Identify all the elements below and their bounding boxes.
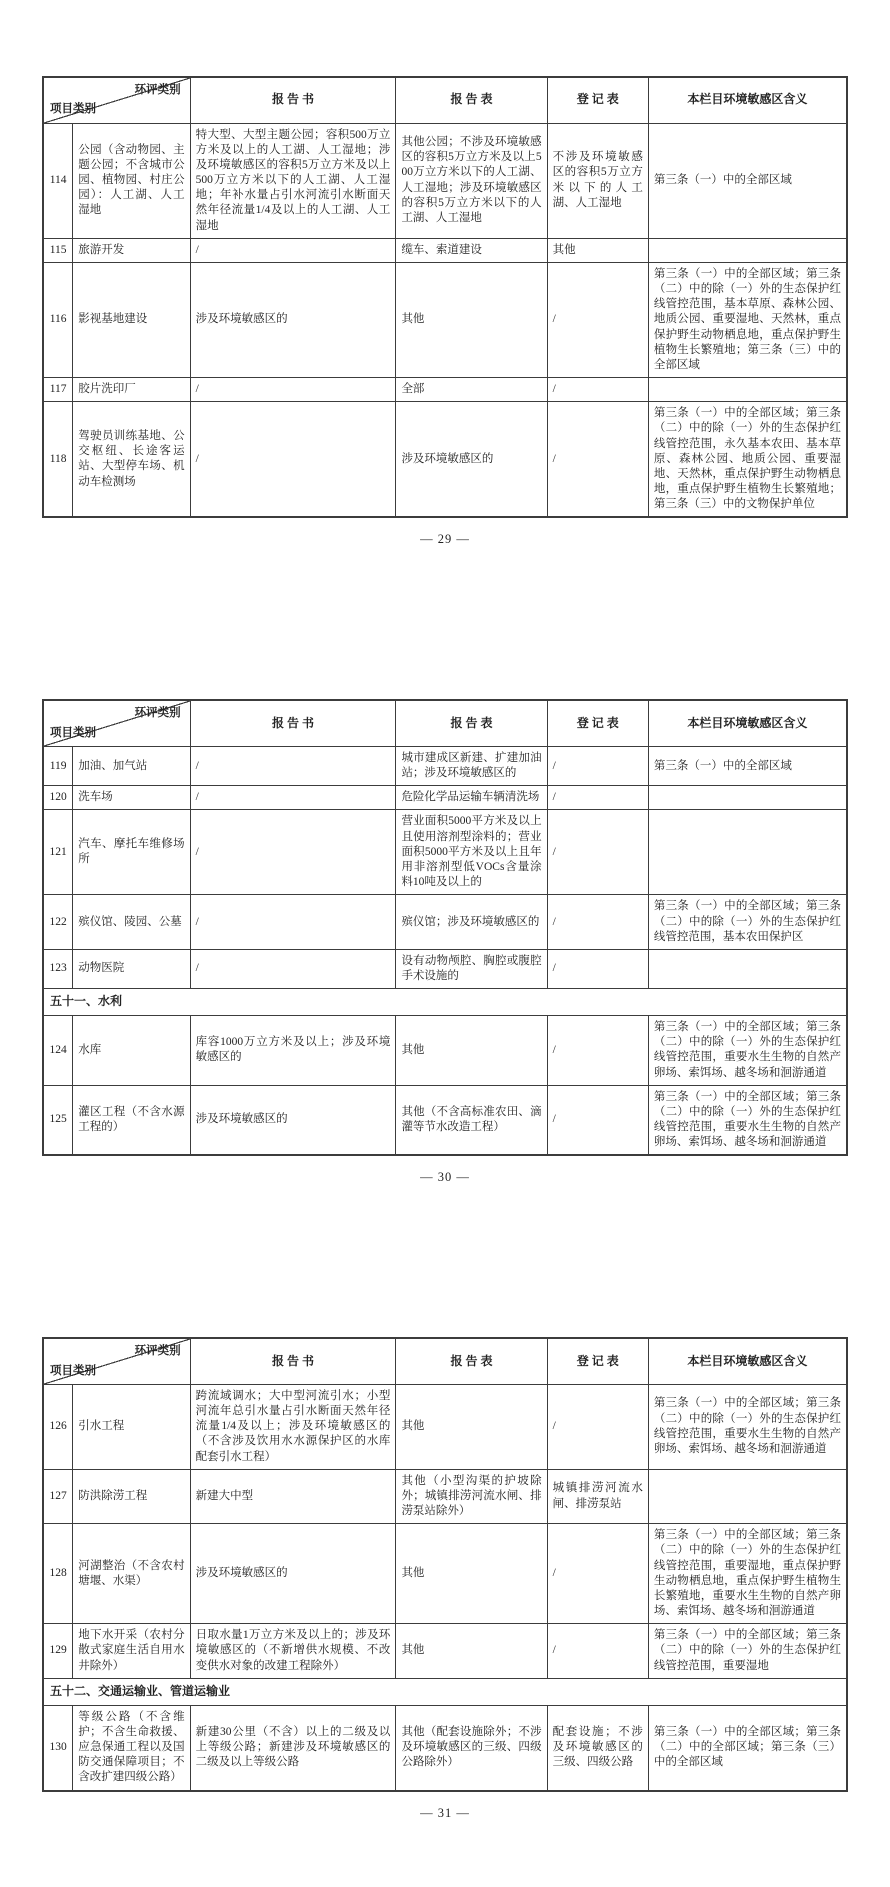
cell-report-form: 危险化学品运输车辆清洗场	[396, 786, 547, 810]
header-eia-category-label: 环评类别	[134, 1345, 181, 1358]
cell-register-form: /	[547, 895, 648, 950]
industry-section-row	[43, 1678, 847, 1705]
cell-project-category: 公园（含动物园、主题公园；不含城市公园、植物园、村庄公园）：人工湖、人工湿地	[73, 123, 190, 238]
cell-report-book: 特大型、大型主题公园；容积500万立方米及以上的人工湖、人工湿地；涉及环境敏感区的容积5万立方米及以上500万立方米以下的人工湖、人工湿地；年补水量占引水河流引水断面天然年径流量1/4及以上的人工湖、人工湿地	[190, 123, 396, 238]
cell-sensitive-meaning: 第三条（一）中的全部区域；第三条（二）中的除（一）外的生态保护红线管控范围，重要湿地	[648, 1624, 847, 1679]
table-header-row	[43, 77, 847, 123]
cell-item-number: 125	[43, 1085, 73, 1155]
cell-report-form: 涉及环境敏感区的	[396, 402, 547, 518]
cell-report-book: /	[190, 949, 396, 988]
cell-project-category: 加油、加气站	[73, 746, 190, 785]
cell-item-number: 124	[43, 1016, 73, 1086]
cell-sensitive-meaning: 第三条（一）中的全部区域；第三条（二）中的除（一）外的生态保护红线管控范围，基本草原、森林公园、地质公园、重要湿地、天然林，重点保护野生动物栖息地，重点保护野生植物生长繁殖地；第三条（三）中的全部区域	[648, 262, 847, 377]
table-row	[43, 1705, 847, 1790]
header-eia-category-label: 环评类别	[134, 84, 181, 96]
cell-item-number: 123	[43, 949, 73, 988]
cell-report-book: 跨流域调水；大中型河流引水；小型河流年总引水量占引水断面天然年径流量1/4及以上；涉及环境敏感区的（不含涉及饮用水水源保护区的水库配套引水工程）	[190, 1384, 396, 1469]
cell-report-book: 库容1000万立方米及以上；涉及环境敏感区的	[190, 1016, 396, 1086]
cell-register-form: /	[547, 1085, 648, 1155]
cell-register-form: /	[547, 1384, 648, 1469]
cell-report-form: 全部	[396, 378, 547, 402]
table-row	[43, 1085, 847, 1155]
header-register-form: 登 记 表	[547, 1338, 648, 1384]
cell-report-book: 日取水量1万立方米及以上的；涉及环境敏感区的（不新增供水规模、不改变供水对象的改建工程除外）	[190, 1624, 396, 1679]
cell-register-form: 不涉及环境敏感区的容积5万立方米以下的人工湖、人工湿地	[547, 123, 648, 238]
header-project-category-label: 项目类别	[50, 103, 96, 116]
header-sensitive-meaning: 本栏目环境敏感区含义	[648, 700, 847, 746]
header-project-category-label: 项目类别	[50, 1364, 96, 1377]
eia-classification-table	[42, 699, 848, 1156]
table-row	[43, 949, 847, 988]
cell-report-form: 其他公园；不涉及环境敏感区的容积5万立方米及以上500万立方米以下的人工湖、人工湿地；涉及环境敏感区的容积5万立方米以下的人工湖、人工湿地	[396, 123, 547, 238]
cell-report-form: 殡仪馆；涉及环境敏感区的	[396, 895, 547, 950]
cell-report-form: 其他	[396, 262, 547, 377]
cell-report-form: 其他	[396, 1524, 547, 1624]
cell-report-book: 涉及环境敏感区的	[190, 262, 396, 377]
cell-sensitive-meaning	[648, 786, 847, 810]
cell-report-form: 其他	[396, 1016, 547, 1086]
header-sensitive-meaning: 本栏目环境敏感区含义	[648, 77, 847, 123]
cell-register-form: /	[547, 1524, 648, 1624]
header-report-form: 报 告 表	[396, 700, 547, 746]
table-row	[43, 123, 847, 238]
header-register-form: 登 记 表	[547, 700, 648, 746]
cell-report-book: 新建30公里（不含）以上的二级及以上等级公路；新建涉及环境敏感区的二级及以上等级公路	[190, 1705, 396, 1790]
cell-register-form: 其他	[547, 238, 648, 262]
cell-project-category: 洗车场	[73, 786, 190, 810]
header-project-category-label: 项目类别	[50, 726, 96, 739]
cell-report-book: /	[190, 895, 396, 950]
header-report-book: 报 告 书	[190, 1338, 396, 1384]
cell-item-number: 116	[43, 262, 73, 377]
cell-report-book: /	[190, 786, 396, 810]
header-register-form: 登 记 表	[547, 77, 648, 123]
header-diagonal-cell	[43, 1338, 190, 1384]
cell-sensitive-meaning: 第三条（一）中的全部区域；第三条（二）中的除（一）外的生态保护红线管控范围，重要水生生物的自然产卵场、索饵场、越冬场和洄游通道	[648, 1384, 847, 1469]
cell-sensitive-meaning: 第三条（一）中的全部区域；第三条（二）中的全部区域；第三条（三）中的全部区域	[648, 1705, 847, 1790]
cell-sensitive-meaning	[648, 378, 847, 402]
cell-project-category: 殡仪馆、陵园、公墓	[73, 895, 190, 950]
cell-item-number: 114	[43, 123, 73, 238]
cell-register-form: /	[547, 786, 648, 810]
header-eia-category-label: 环评类别	[134, 707, 181, 720]
cell-register-form: /	[547, 262, 648, 377]
table-row	[43, 786, 847, 810]
cell-item-number: 119	[43, 746, 73, 785]
cell-item-number: 115	[43, 238, 73, 262]
cell-report-book: /	[190, 810, 396, 895]
page-number: — 31 —	[420, 1805, 470, 1820]
header-report-book: 报 告 书	[190, 700, 396, 746]
table-row	[43, 378, 847, 402]
cell-item-number: 128	[43, 1524, 73, 1624]
table-row	[43, 1469, 847, 1524]
header-diagonal-cell	[43, 77, 190, 123]
table-row	[43, 1384, 847, 1469]
cell-sensitive-meaning: 第三条（一）中的全部区域；第三条（二）中的除（一）外的生态保护红线管控范围，重要水生生物的自然产卵场、索饵场、越冬场和洄游通道	[648, 1016, 847, 1086]
cell-project-category: 汽车、摩托车维修场所	[73, 810, 190, 895]
cell-project-category: 旅游开发	[73, 238, 190, 262]
cell-register-form: 城镇排涝河流水闸、排涝泵站	[547, 1469, 648, 1524]
cell-sensitive-meaning	[648, 1469, 847, 1524]
cell-report-book: 涉及环境敏感区的	[190, 1524, 396, 1624]
eia-classification-table	[42, 1337, 848, 1791]
cell-register-form: /	[547, 746, 648, 785]
cell-project-category: 防洪除涝工程	[73, 1469, 190, 1524]
cell-project-category: 引水工程	[73, 1384, 190, 1469]
cell-sensitive-meaning: 第三条（一）中的全部区域	[648, 123, 847, 238]
cell-register-form: /	[547, 1016, 648, 1086]
header-report-form: 报 告 表	[396, 1338, 547, 1384]
cell-sensitive-meaning: 第三条（一）中的全部区域；第三条（二）中的除（一）外的生态保护红线管控范围，基本农田保护区	[648, 895, 847, 950]
cell-report-form: 缆车、索道建设	[396, 238, 547, 262]
industry-section-row	[43, 989, 847, 1016]
cell-report-form: 其他	[396, 1384, 547, 1469]
header-report-form: 报 告 表	[396, 77, 547, 123]
cell-report-form: 其他（配套设施除外；不涉及环境敏感区的三级、四级公路除外）	[396, 1705, 547, 1790]
table-row	[43, 1016, 847, 1086]
cell-project-category: 河湖整治（不含农村塘堰、水渠）	[73, 1524, 190, 1624]
cell-sensitive-meaning	[648, 238, 847, 262]
section-heading: 五十二、交通运输业、管道运输业	[43, 1678, 847, 1705]
cell-report-form: 其他（不含高标准农田、滴灌等节水改造工程）	[396, 1085, 547, 1155]
cell-sensitive-meaning: 第三条（一）中的全部区域	[648, 746, 847, 785]
table-block-page-30	[42, 699, 848, 1185]
page-number: — 30 —	[420, 1170, 470, 1185]
table-row	[43, 1624, 847, 1679]
table-header-row	[43, 1338, 847, 1384]
cell-report-book: /	[190, 402, 396, 518]
table-row	[43, 895, 847, 950]
cell-report-book: 新建大中型	[190, 1469, 396, 1524]
cell-report-form: 设有动物颅腔、胸腔或腹腔手术设施的	[396, 949, 547, 988]
cell-register-form: /	[547, 949, 648, 988]
cell-register-form: /	[547, 1624, 648, 1679]
cell-sensitive-meaning	[648, 810, 847, 895]
table-row	[43, 238, 847, 262]
cell-item-number: 127	[43, 1469, 73, 1524]
cell-sensitive-meaning	[648, 949, 847, 988]
cell-project-category: 等级公路（不含维护；不含生命救援、应急保通工程以及国防交通保障项目；不含改扩建四级公路）	[73, 1705, 190, 1790]
table-block-page-31	[42, 1337, 848, 1820]
cell-project-category: 胶片洗印厂	[73, 378, 190, 402]
header-diagonal-cell	[43, 700, 190, 746]
header-report-book: 报 告 书	[190, 77, 396, 123]
cell-sensitive-meaning: 第三条（一）中的全部区域；第三条（二）中的除（一）外的生态保护红线管控范围，重要湿地，重点保护野生动物栖息地，重点保护野生植物生长繁殖地，重要水生生物的自然产卵场、索饵场、越冬场和洄游通道	[648, 1524, 847, 1624]
cell-item-number: 122	[43, 895, 73, 950]
section-heading: 五十一、水利	[43, 989, 847, 1016]
cell-project-category: 影视基地建设	[73, 262, 190, 377]
cell-project-category: 驾驶员训练基地、公交枢纽、长途客运站、大型停车场、机动车检测场	[73, 402, 190, 518]
document-page	[42, 0, 848, 1881]
cell-report-book: /	[190, 238, 396, 262]
table-row	[43, 746, 847, 785]
cell-item-number: 129	[43, 1624, 73, 1679]
cell-sensitive-meaning: 第三条（一）中的全部区域；第三条（二）中的除（一）外的生态保护红线管控范围，永久基本农田、基本草原、森林公园、地质公园、重要湿地、天然林，重点保护野生动物栖息地，重点保护野生植物生长繁殖地；第三条（三）中的文物保护单位	[648, 402, 847, 518]
cell-item-number: 120	[43, 786, 73, 810]
cell-report-book: /	[190, 746, 396, 785]
table-row	[43, 262, 847, 377]
table-row	[43, 1524, 847, 1624]
cell-report-form: 营业面积5000平方米及以上且使用溶剂型涂料的；营业面积5000平方米及以上且年用非溶剂型低VOCs含量涂料10吨及以上的	[396, 810, 547, 895]
cell-item-number: 118	[43, 402, 73, 518]
header-sensitive-meaning: 本栏目环境敏感区含义	[648, 1338, 847, 1384]
cell-register-form: /	[547, 402, 648, 518]
eia-classification-table	[42, 76, 848, 518]
cell-report-book: /	[190, 378, 396, 402]
cell-report-book: 涉及环境敏感区的	[190, 1085, 396, 1155]
cell-project-category: 水库	[73, 1016, 190, 1086]
cell-project-category: 地下水开采（农村分散式家庭生活自用水井除外）	[73, 1624, 190, 1679]
cell-register-form: /	[547, 810, 648, 895]
cell-register-form: 配套设施；不涉及环境敏感区的三级、四级公路	[547, 1705, 648, 1790]
cell-report-form: 其他（小型沟渠的护坡除外；城镇排涝河流水闸、排涝泵站除外）	[396, 1469, 547, 1524]
cell-item-number: 130	[43, 1705, 73, 1790]
cell-report-form: 其他	[396, 1624, 547, 1679]
table-row	[43, 402, 847, 518]
cell-project-category: 灌区工程（不含水源工程的）	[73, 1085, 190, 1155]
cell-project-category: 动物医院	[73, 949, 190, 988]
table-row	[43, 810, 847, 895]
cell-item-number: 117	[43, 378, 73, 402]
page-number: — 29 —	[420, 532, 470, 547]
cell-register-form: /	[547, 378, 648, 402]
table-header-row	[43, 700, 847, 746]
table-block-page-29	[42, 76, 848, 547]
cell-report-form: 城市建成区新建、扩建加油站；涉及环境敏感区的	[396, 746, 547, 785]
cell-sensitive-meaning: 第三条（一）中的全部区域；第三条（二）中的除（一）外的生态保护红线管控范围，重要水生生物的自然产卵场、索饵场、越冬场和洄游通道	[648, 1085, 847, 1155]
cell-item-number: 126	[43, 1384, 73, 1469]
cell-item-number: 121	[43, 810, 73, 895]
